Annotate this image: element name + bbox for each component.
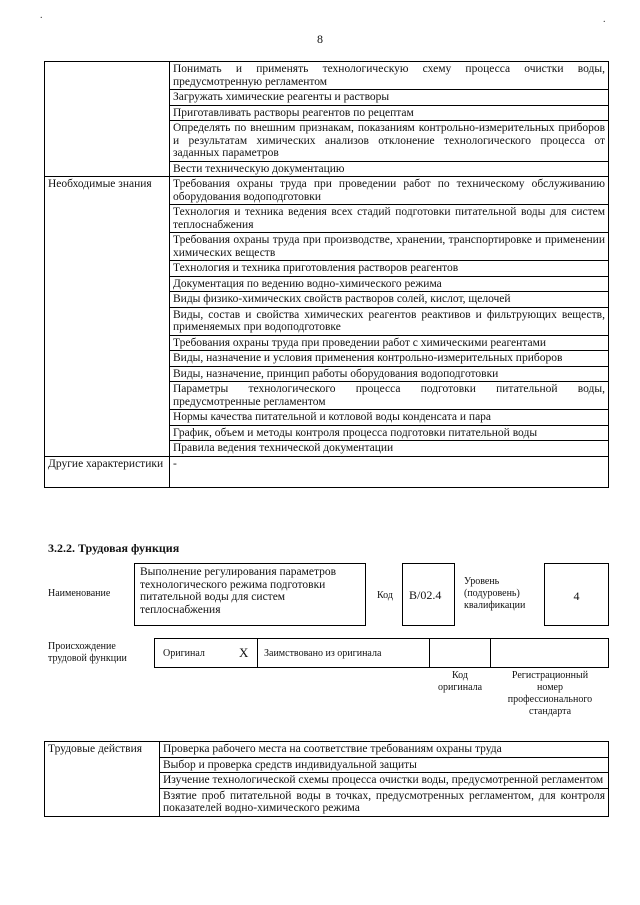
original-label: Оригинал <box>163 648 205 659</box>
table-row: Изучение технологической схемы процесса очистки воды, предусмотренной регламентом <box>160 773 609 789</box>
table-row: Параметры технологического процесса подготовки питательной воды, предусмотренные регламентом <box>170 382 609 410</box>
code-label: Код <box>377 590 393 601</box>
table-row: Технология и техника ведения всех стадий подготовки питательной воды для систем теплоснабжения <box>170 205 609 233</box>
table-row: Виды, назначение и условия применения контрольно-измерительных приборов <box>170 351 609 367</box>
table-row: Выбор и проверка средств индивидуальной защиты <box>160 757 609 773</box>
table-row: Правила ведения технической документации <box>170 441 609 457</box>
level-value: 4 <box>573 589 580 603</box>
table-row: Технология и техника приготовления растворов реагентов <box>170 261 609 277</box>
table-row: Вести техническую документацию <box>170 161 609 177</box>
table-row: Виды физико-химических свойств растворов солей, кислот, щелочей <box>170 292 609 308</box>
skills-knowledge-table <box>44 61 609 488</box>
level-label: Уровень (подуровень) квалификации <box>464 576 526 611</box>
other-label: Другие характеристики <box>45 456 170 487</box>
origin-label: Происхождение трудовой функции <box>48 641 127 664</box>
table-row: Виды, состав и свойства химических реагентов реактивов и фильтрующих веществ, применяемых при водоподготовке <box>170 307 609 335</box>
knowledge-label: Необходимые знания <box>45 177 170 457</box>
other-value: - <box>170 456 609 487</box>
table-row: Требования охраны труда при проведении работ по техническому обслуживанию оборудования водоподготовки <box>170 177 609 205</box>
table-row: Требования охраны труда при производстве, хранении, транспортировке и применении химических веществ <box>170 233 609 261</box>
table-row: Виды, назначение, принцип работы оборудования водоподготовки <box>170 366 609 382</box>
page-number: 8 <box>317 32 323 46</box>
level-box <box>544 563 609 626</box>
table-row: Приготавливать растворы реагентов по рецептам <box>170 105 609 121</box>
code-box <box>402 563 455 626</box>
table-row: Нормы качества питательной и котловой воды конденсата и пара <box>170 410 609 426</box>
table-row: Проверка рабочего места на соответствие требованиям охраны труда <box>160 742 609 758</box>
table-row: Определять по внешним признакам, показаниям контрольно-измерительных приборов и результатам химических анализов отклонение технологического процесса от заданных параметров <box>170 121 609 162</box>
corner-mark: . <box>40 10 43 21</box>
table-row: Понимать и применять технологическую схему процесса очистки воды, предусмотренную регламентом <box>170 62 609 90</box>
actions-label: Трудовые действия <box>45 742 160 817</box>
table-row: Загружать химические реагенты и растворы <box>170 90 609 106</box>
table-row: Требования охраны труда при проведении работ с химическими реагентами <box>170 335 609 351</box>
name-box <box>134 563 366 626</box>
code-value: B/02.4 <box>409 588 442 602</box>
code-caption: Код оригинала <box>437 670 483 693</box>
table-row: Взятие проб питательной воды в точках, предусмотренных регламентом, для контроля показателей водно-химического режима <box>160 788 609 816</box>
original-mark: X <box>239 645 249 660</box>
name-value: Выполнение регулирования параметров технологического режима подготовки питательной воды для систем теплоснабжения <box>140 566 337 616</box>
table-row: График, объем и методы контроля процесса подготовки питательной воды <box>170 425 609 441</box>
reg-caption: Регистрационный номер профессионального стандарта <box>507 670 593 717</box>
actions-table <box>44 741 609 817</box>
section-title: 3.2.2. Трудовая функция <box>48 541 180 555</box>
name-label: Наименование <box>48 588 111 599</box>
table-row: Документация по ведению водно-химического режима <box>170 276 609 292</box>
corner-mark: . <box>603 14 606 25</box>
borrowed-label: Заимствовано из оригинала <box>264 648 382 659</box>
empty-label-cell <box>45 62 170 177</box>
